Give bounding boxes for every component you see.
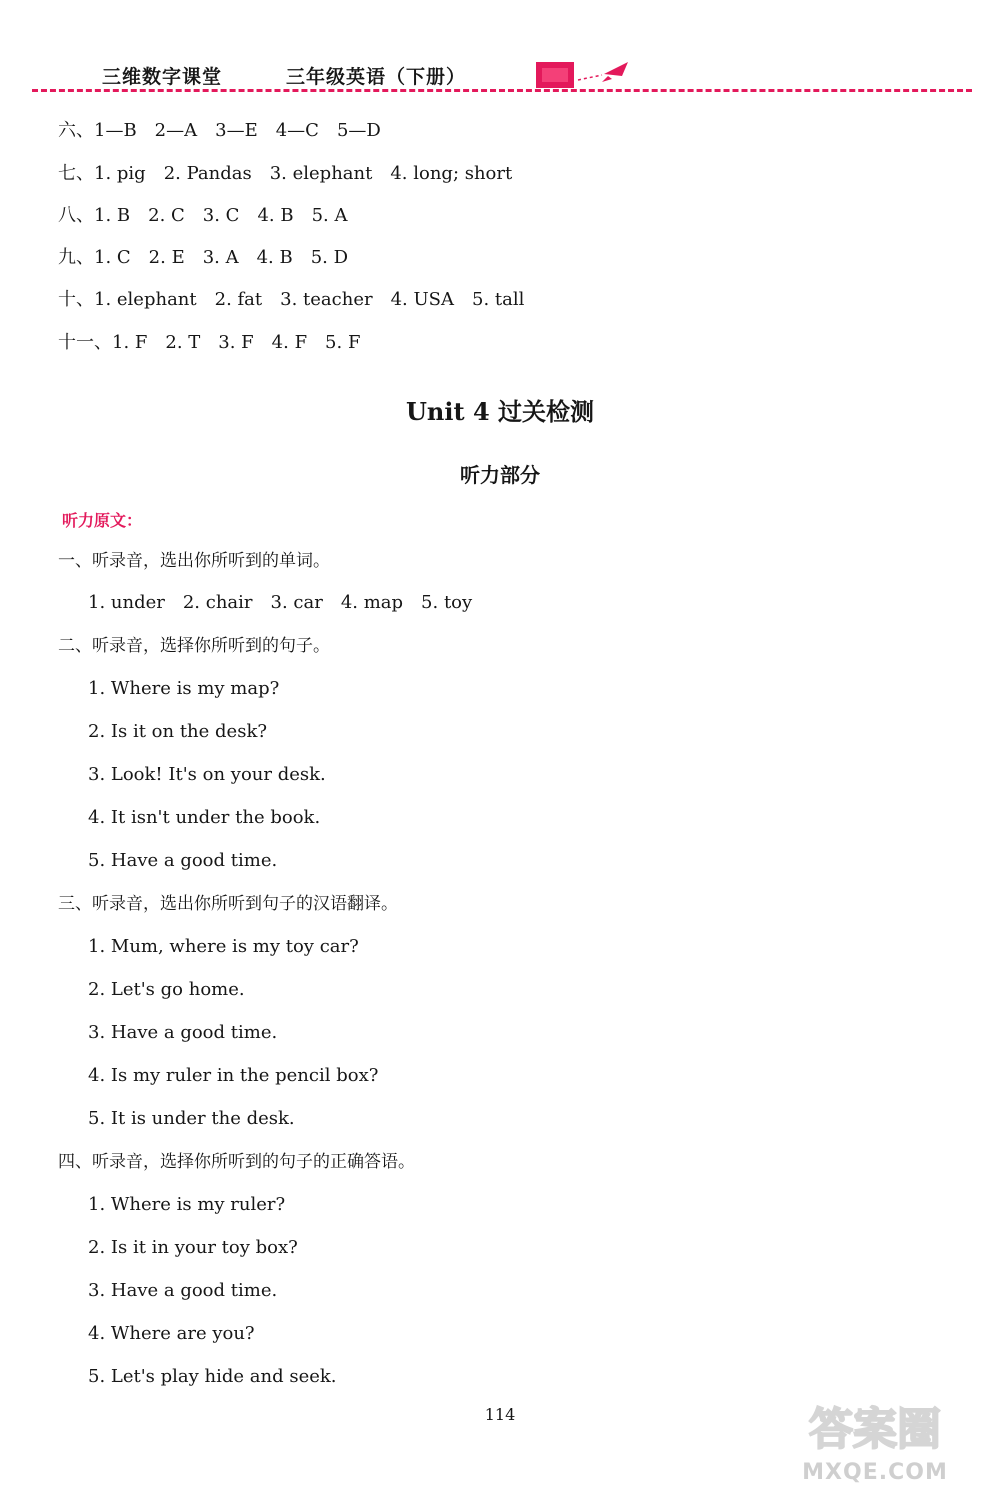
section-title: 一、听录音，选出你所听到的单词。: [58, 551, 330, 571]
list-item: 4. Where are you?: [88, 1323, 255, 1344]
answer-line: 九、1. C 2. E 3. A 4. B 5. D: [58, 247, 349, 268]
section-title: 三、听录音，选出你所听到句子的汉语翻译。: [58, 894, 398, 914]
list-item: 5. Let's play hide and seek.: [88, 1366, 337, 1387]
list-item: 1. Where is my ruler?: [88, 1194, 286, 1215]
list-item: 4. It isn't under the book.: [88, 807, 321, 828]
section-heading: 听力部分: [460, 463, 540, 487]
answer-line: 六、1—B 2—A 3—E 4—C 5—D: [58, 120, 381, 141]
section-title: 四、听录音，选择你所听到的句子的正确答语。: [58, 1152, 415, 1172]
section-title: 二、听录音，选择你所听到的句子。: [58, 636, 330, 656]
page-header: [0, 58, 1000, 98]
list-item: 4. Is my ruler in the pencil box?: [88, 1065, 379, 1086]
watermark-logo-icon: [760, 1398, 990, 1460]
unit-title: Unit 4 过关检测: [406, 397, 594, 426]
book-title: 三维数字课堂: [102, 66, 223, 88]
answer-line: 十一、1. F 2. T 3. F 4. F 5. F: [58, 332, 361, 353]
header-divider: [32, 89, 972, 92]
answer-line: 七、1. pig 2. Pandas 3. elephant 4. long; short: [58, 163, 513, 184]
watermark-glyphs: 答案圈: [809, 1404, 941, 1455]
list-item: 3. Have a good time.: [88, 1280, 278, 1301]
list-item: 2. Let's go home.: [88, 979, 245, 1000]
rocket-logo-icon: [532, 58, 642, 92]
watermark: [760, 1398, 990, 1486]
list-item: 2. Is it on the desk?: [88, 721, 267, 742]
list-item: 1. under 2. chair 3. car 4. map 5. toy: [88, 592, 473, 613]
subject-title: 三年级英语（下册）: [286, 66, 467, 88]
transcript-label: 听力原文：: [62, 511, 143, 530]
list-item: 3. Have a good time.: [88, 1022, 278, 1043]
answer-line: 八、1. B 2. C 3. C 4. B 5. A: [58, 205, 348, 226]
list-item: 3. Look! It's on your desk.: [88, 764, 326, 785]
list-item: 5. Have a good time.: [88, 850, 278, 871]
list-item: 1. Where is my map?: [88, 678, 280, 699]
list-item: 1. Mum, where is my toy car?: [88, 936, 359, 957]
list-item: 2. Is it in your toy box?: [88, 1237, 298, 1258]
page-number: 114: [484, 1405, 516, 1424]
answer-line: 十、1. elephant 2. fat 3. teacher 4. USA 5. tall: [58, 289, 525, 310]
list-item: 5. It is under the desk.: [88, 1108, 295, 1129]
watermark-text: MXQE.COM: [802, 1460, 948, 1485]
